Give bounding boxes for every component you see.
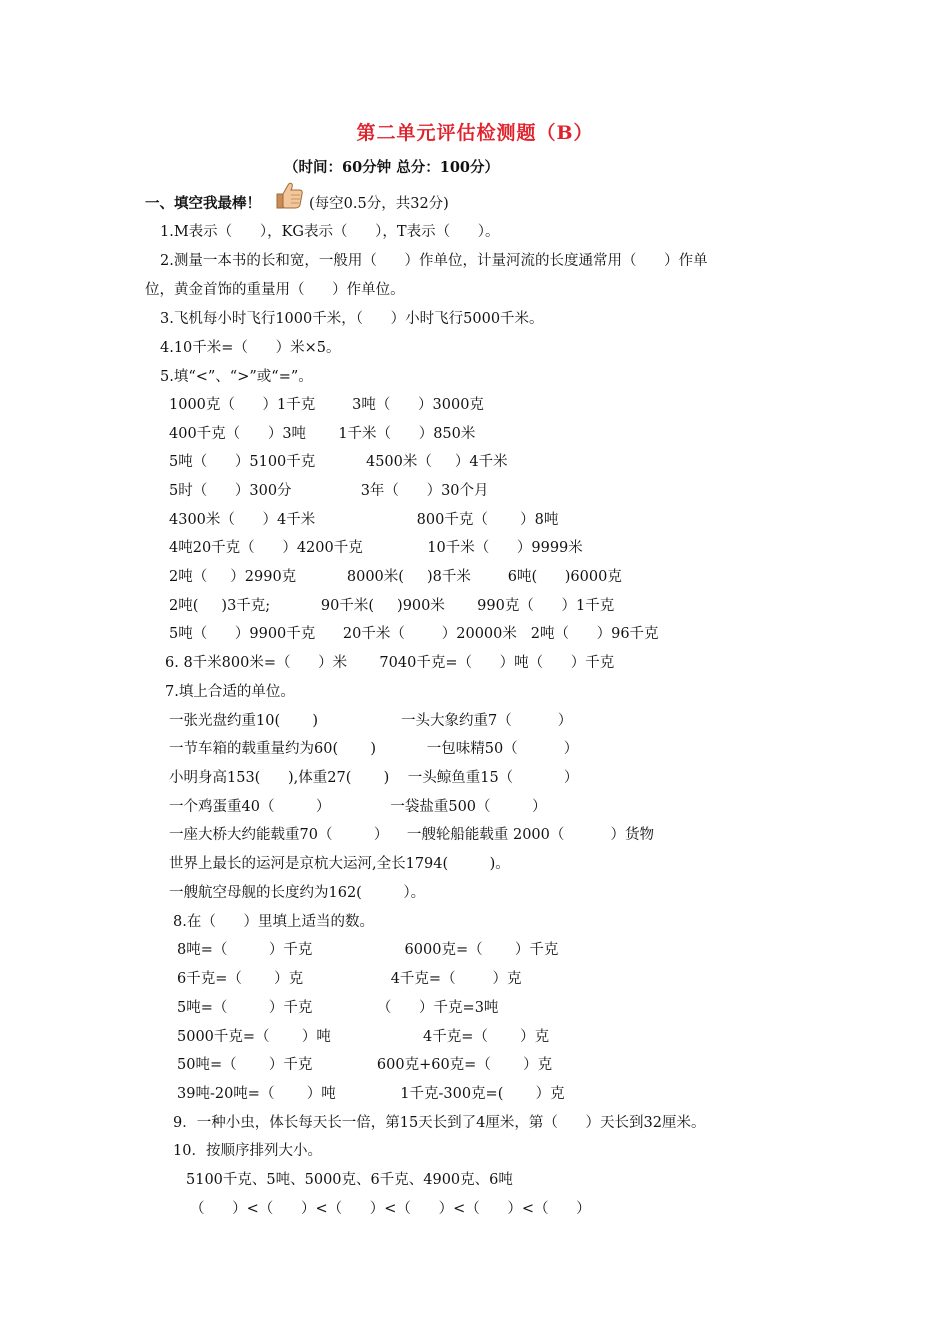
question-6: 6. 8千米800米=（ ）米 7040千克=（ ）吨（ ）千克 — [165, 655, 615, 671]
question-9: 9．一种小虫，体长每天长一倍，第15天长到了4厘米，第（ ）天长到32厘米。 — [173, 1115, 706, 1131]
compare-row: 400千克（ ）3吨 1千米（ ）850米 — [169, 426, 476, 442]
thumbs-up-icon — [275, 180, 305, 212]
compare-row: 4吨20千克（ ）4200千克 10千米（ ）9999米 — [169, 540, 583, 556]
compare-row: 5时（ ）300分 3年（ ）30个月 — [169, 483, 489, 499]
question-3: 3.飞机每小时飞行1000千米，（ ）小时飞行5000千米。 — [160, 311, 544, 327]
compare-row: 5吨（ ）5100千克 4500米（ ）4千米 — [169, 454, 508, 470]
convert-row: 8吨=（ ）千克 6000克=（ ）千克 — [177, 942, 559, 958]
unit-row: 一座大桥大约能载重70（ ） 一艘轮船能载重 2000（ ）货物 — [169, 827, 654, 843]
question-10: 10．按顺序排列大小。 — [173, 1143, 322, 1159]
compare-row: 1000克（ ）1千克 3吨（ ）3000克 — [169, 397, 484, 413]
convert-row: 39吨-20吨=（ ）吨 1千克-300克=( ）克 — [177, 1086, 565, 1102]
exam-info: （时间：60分钟 总分：100分） — [284, 159, 499, 176]
compare-row: 2吨( )3千克; 90千米( )900米 990克（ ）1千克 — [169, 598, 615, 614]
compare-row: 2吨（ ）2990克 8000米( )8千米 6吨( )6000克 — [169, 569, 622, 585]
unit-row: 世界上最长的运河是京杭大运河,全长1794( )。 — [169, 856, 510, 872]
section-note: (每空0.5分，共32分) — [309, 196, 449, 212]
sort-items: 5100千克、5吨、5000克、6千克、4900克、6吨 — [186, 1172, 513, 1188]
convert-row: 50吨=（ ）千克 600克+60克=（ ）克 — [177, 1057, 553, 1073]
convert-row: 5000千克=（ ）吨 4千克=（ ）克 — [177, 1029, 550, 1045]
sort-answer-row: （ ）<（ ）<（ ）<（ ）<（ ）<（ ） — [190, 1201, 591, 1217]
unit-row: 一张光盘约重10( ) 一头大象约重7（ ） — [169, 713, 573, 729]
question-1: 1.M表示（ ），KG表示（ ），T表示（ ）。 — [160, 224, 500, 240]
question-4: 4.10千米=（ ）米×5。 — [160, 340, 341, 356]
question-2-cont: 位，黄金首饰的重量用（ ）作单位。 — [145, 282, 405, 298]
unit-row: 一节车箱的载重量约为60( ) 一包味精50（ ） — [169, 741, 579, 757]
compare-row: 4300米（ ）4千米 800千克（ ）8吨 — [169, 512, 559, 528]
unit-row: 小明身高153( ),体重27( ) 一头鲸鱼重15（ ） — [169, 770, 579, 786]
convert-row: 5吨=（ ）千克 （ ）千克=3吨 — [177, 1000, 499, 1016]
section-heading: 一、填空我最棒！ — [145, 195, 261, 212]
unit-row: 一个鸡蛋重40（ ） 一袋盐重500（ ） — [169, 799, 547, 815]
question-2: 2.测量一本书的长和宽，一般用（ ）作单位，计量河流的长度通常用（ ）作单 — [160, 253, 708, 269]
page-title: 第二单元评估检测题（B） — [356, 122, 594, 144]
convert-row: 6千克=（ ）克 4千克=（ ）克 — [177, 971, 522, 987]
question-8: 8.在（ ）里填上适当的数。 — [173, 914, 374, 930]
compare-row: 5吨（ ）9900千克 20千米（ ）20000米 2吨（ ）96千克 — [169, 626, 659, 642]
unit-row: 一艘航空母舰的长度约为162( ）。 — [169, 885, 426, 901]
question-5: 5.填“<”、“>”或“=”。 — [160, 369, 313, 385]
question-7: 7.填上合适的单位。 — [165, 684, 295, 700]
